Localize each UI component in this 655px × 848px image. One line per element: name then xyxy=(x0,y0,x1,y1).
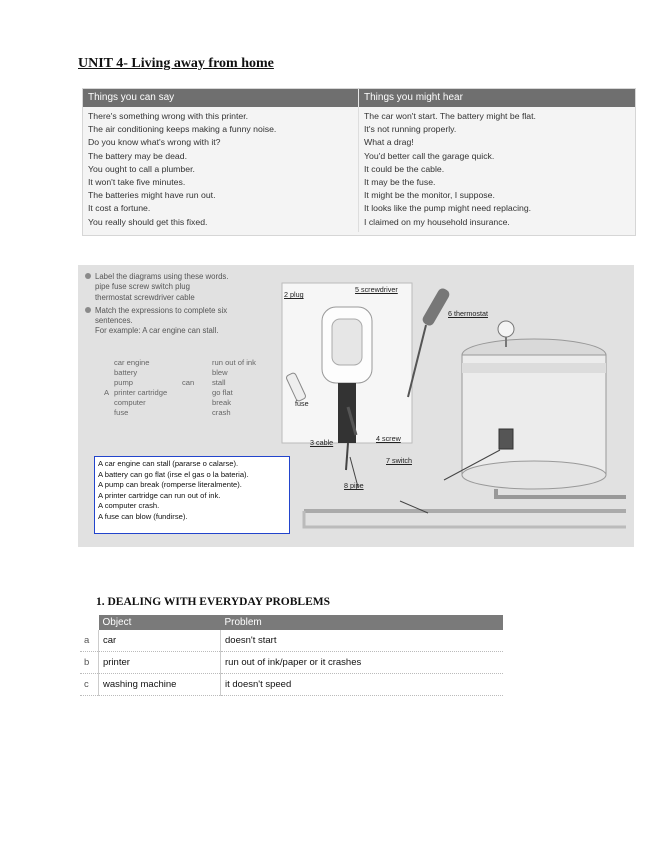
word-list-2: thermostat screwdriver cable xyxy=(95,292,195,302)
answer-line: A fuse can blow (fundirse). xyxy=(98,511,188,521)
instruction-text: Label the diagrams using these words. xyxy=(95,272,229,281)
instruction-text: Match the expressions to complete six xyxy=(95,305,228,315)
answer-line: A printer cartridge can run out of ink. xyxy=(98,490,221,500)
subject-item: fuse xyxy=(114,408,129,418)
hear-line: It may be the fuse. xyxy=(364,177,436,188)
label-thermostat: 6 thermostat xyxy=(448,309,488,318)
row-letter: b xyxy=(80,652,99,674)
subject-item: printer cartridge xyxy=(114,388,168,398)
instruction-text-cont: sentences. xyxy=(95,316,133,326)
row-letter: a xyxy=(80,630,99,652)
row-object: printer xyxy=(99,652,221,674)
header-object: Object xyxy=(99,615,221,630)
prefix-a: A xyxy=(104,388,110,397)
problems-table xyxy=(80,615,503,696)
row-problem: it doesn't speed xyxy=(221,674,504,696)
prefix-can: can xyxy=(182,378,195,387)
page-title: UNIT 4- Living away from home xyxy=(78,56,274,71)
label-fuse: fuse xyxy=(295,399,309,408)
phrases-table xyxy=(82,88,636,236)
say-line: The battery may be dead. xyxy=(88,150,187,161)
say-line: The air conditioning keeps making a funny noise. xyxy=(88,124,277,135)
hear-line: It's not running properly. xyxy=(364,124,457,135)
word-list-1: pipe fuse screw switch plug xyxy=(95,282,190,292)
header-hear: Things you might hear xyxy=(358,89,635,107)
hear-line: You'd better call the garage quick. xyxy=(364,150,495,161)
verb-item: break xyxy=(212,398,231,408)
subject-item: battery xyxy=(114,368,138,378)
verb-item: blew xyxy=(212,368,228,378)
say-line: It won't take five minutes. xyxy=(88,177,186,188)
example-text: For example: A car engine can stall. xyxy=(95,326,219,336)
verb-item: stall xyxy=(212,378,226,388)
phrases-header xyxy=(83,89,635,107)
say-line: It cost a fortune. xyxy=(88,203,151,214)
say-line: You really should get this fixed. xyxy=(88,216,208,227)
verb-item: crash xyxy=(212,408,231,418)
verb-item: run out of ink xyxy=(212,358,256,367)
row-problem: run out of ink/paper or it crashes xyxy=(221,652,504,674)
hear-line: It might be the monitor, I suppose. xyxy=(364,190,495,201)
label-cable: 3 cable xyxy=(310,438,334,447)
hear-column xyxy=(358,107,635,232)
hear-line: It looks like the pump might need replacing. xyxy=(364,203,532,214)
section-heading: 1. DEALING WITH EVERYDAY PROBLEMS xyxy=(96,596,331,608)
table-row xyxy=(80,674,503,696)
header-say: Things you can say xyxy=(88,92,175,103)
row-letter: c xyxy=(80,674,99,696)
header-letter xyxy=(80,615,99,630)
answer-line: A battery can go flat (irse el gas o la bateria). xyxy=(98,469,249,479)
say-line: The batteries might have run out. xyxy=(88,190,216,201)
diagram-drawing xyxy=(78,265,634,547)
label-switch: 7 switch xyxy=(386,456,412,465)
hear-line: The car won't start. The battery might be flat. xyxy=(364,111,536,121)
subject-item: pump xyxy=(114,378,133,388)
hear-line: I claimed on my household insurance. xyxy=(364,216,510,227)
hear-line: What a drag! xyxy=(364,137,414,148)
answer-line: A car engine can stall (pararse o calarse). xyxy=(98,459,239,468)
subject-item: computer xyxy=(114,398,146,408)
say-line: Do you know what's wrong with it? xyxy=(88,137,221,148)
say-line: There's something wrong with this printer. xyxy=(88,111,249,121)
hear-line: It could be the cable. xyxy=(364,163,445,174)
row-object: washing machine xyxy=(99,674,221,696)
answer-line: A computer crash. xyxy=(98,501,160,510)
label-plug: 2 plug xyxy=(284,290,304,299)
table-header-row xyxy=(80,615,503,630)
verb-item: go flat xyxy=(212,388,233,398)
row-problem: doesn't start xyxy=(221,630,504,652)
table-row xyxy=(80,630,503,652)
label-screwdriver: 5 screwdriver xyxy=(355,285,398,294)
subject-item: car engine xyxy=(114,358,150,367)
exercise-image xyxy=(78,265,634,547)
table-row xyxy=(80,652,503,674)
label-screw: 4 screw xyxy=(376,434,401,443)
label-pipe: 8 pipe xyxy=(344,481,364,490)
phrases-body xyxy=(83,107,635,232)
header-problem: Problem xyxy=(221,615,504,630)
say-line: You ought to call a plumber. xyxy=(88,163,195,174)
answer-line: A pump can break (romperse literalmente). xyxy=(98,480,242,489)
say-column xyxy=(83,107,358,232)
row-object: car xyxy=(99,630,221,652)
